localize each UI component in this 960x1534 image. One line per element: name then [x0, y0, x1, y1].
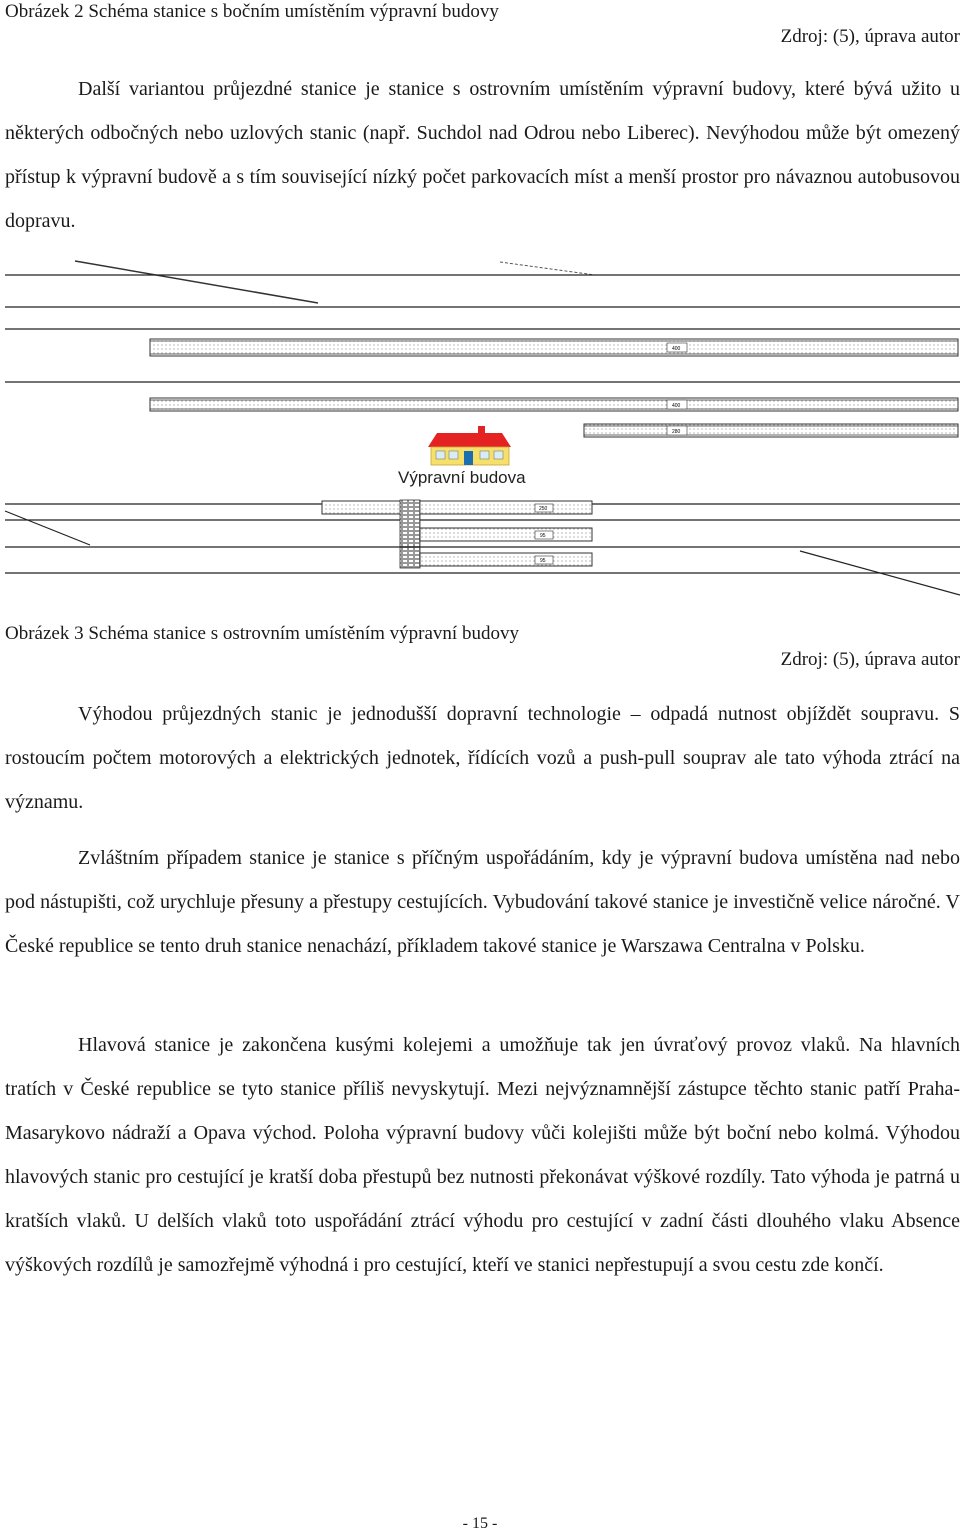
- track-line: [500, 262, 595, 275]
- building-label: Výpravní budova: [398, 468, 526, 487]
- figure3-caption: Obrázek 3 Schéma stanice s ostrovním umístěním výpravní budovy: [5, 623, 519, 644]
- paragraph-4: [5, 1023, 960, 1287]
- paragraph-1: [5, 67, 960, 243]
- platform-6: [420, 553, 592, 566]
- platform-4: [322, 501, 592, 514]
- paragraph-3-first: Zvláštním případem stanice je stanice s příčným uspořádáním, kdy je výpravní budova: [78, 847, 798, 869]
- platform-1-label: 400: [672, 346, 681, 352]
- paragraph-1-rest: které bývá užito u některých odbočných nebo uzlových stanic (např. Suchdol nad Odrou nebo Liberec). Nevýhodou může být omezený přístup k výpravní budově a s tím související nízký počet parkovacích míst a menší prostor pro návaznou autobusovou dopravu.: [5, 78, 960, 232]
- page-number: - 15 -: [462, 1515, 498, 1532]
- paragraph-1-first: Další variantou průjezdné stanice je stanice s ostrovním umístěním výpravní budovy,: [78, 78, 797, 100]
- track-line: [75, 261, 318, 303]
- paragraph-4-rest: vlaků. Na hlavních tratích v České republice se tyto stanice příliš nevyskytují. Mezi nejvýznamnější zástupce těchto stanic patří Praha-Masarykovo nádraží a Opava východ. Poloha výpravní budovy vůči kolejišti může být boční nebo kolmá. Výhodou hlavových stanic pro cestující je kratší doba přestupů bez nutnosti překonávat výškové rozdíly. Tato výhoda je patrná u kratších vlaků. U delších vlaků toto uspořádání ztrácí výhodu pro cestující v zadní části dlouhého vlaku Absence výškových rozdílů je samozřejmě výhodná i pro cestující, kteří ve stanici nepřestupují a svou cestu zde končí.: [5, 1034, 960, 1276]
- figure3-source: Zdroj: (5), úprava autor: [780, 649, 960, 670]
- paragraph-3-rest: umístěna nad nebo pod nástupišti, což urychluje přesuny a přestupy cestujících. Vybudování takové stanice je investičně velice náročné. V České republice se tento druh stanice nenachází, příkladem takové stanice je Warszawa Centralna v Polsku.: [5, 847, 960, 957]
- platform-5: [420, 528, 592, 541]
- track-line: [5, 511, 90, 545]
- platform-4-label: 250: [539, 506, 548, 512]
- station-building-icon: [428, 426, 511, 465]
- subway-passage: [400, 500, 420, 568]
- platform-6-label: 95: [540, 558, 546, 564]
- platform-3: [584, 424, 958, 437]
- paragraph-2-first: Výhodou průjezdných stanic je jednodušší dopravní technologie – odpadá nutnost: [78, 703, 777, 725]
- figure2-source: Zdroj: (5), úprava autor: [780, 26, 960, 47]
- platform-1: [150, 339, 958, 356]
- paragraph-3: [5, 836, 960, 968]
- platform-3-label: 280: [672, 429, 681, 435]
- paragraph-2-rest: objíždět soupravu. S rostoucím počtem motorových a elektrických jednotek, řídících vozů a push-pull souprav ale tato výhoda ztrácí na významu.: [5, 703, 960, 813]
- platform-5-label: 95: [540, 533, 546, 539]
- platform-2-label: 400: [672, 403, 681, 409]
- station-diagram: [0, 255, 960, 600]
- paragraph-2: [5, 692, 960, 824]
- paragraph-4-first: Hlavová stanice je zakončena kusými kolejemi a umožňuje tak jen úvraťový provoz: [78, 1034, 792, 1056]
- platform-2: [150, 398, 958, 411]
- figure2-caption: Obrázek 2 Schéma stanice s bočním umístěním výpravní budovy: [5, 1, 499, 22]
